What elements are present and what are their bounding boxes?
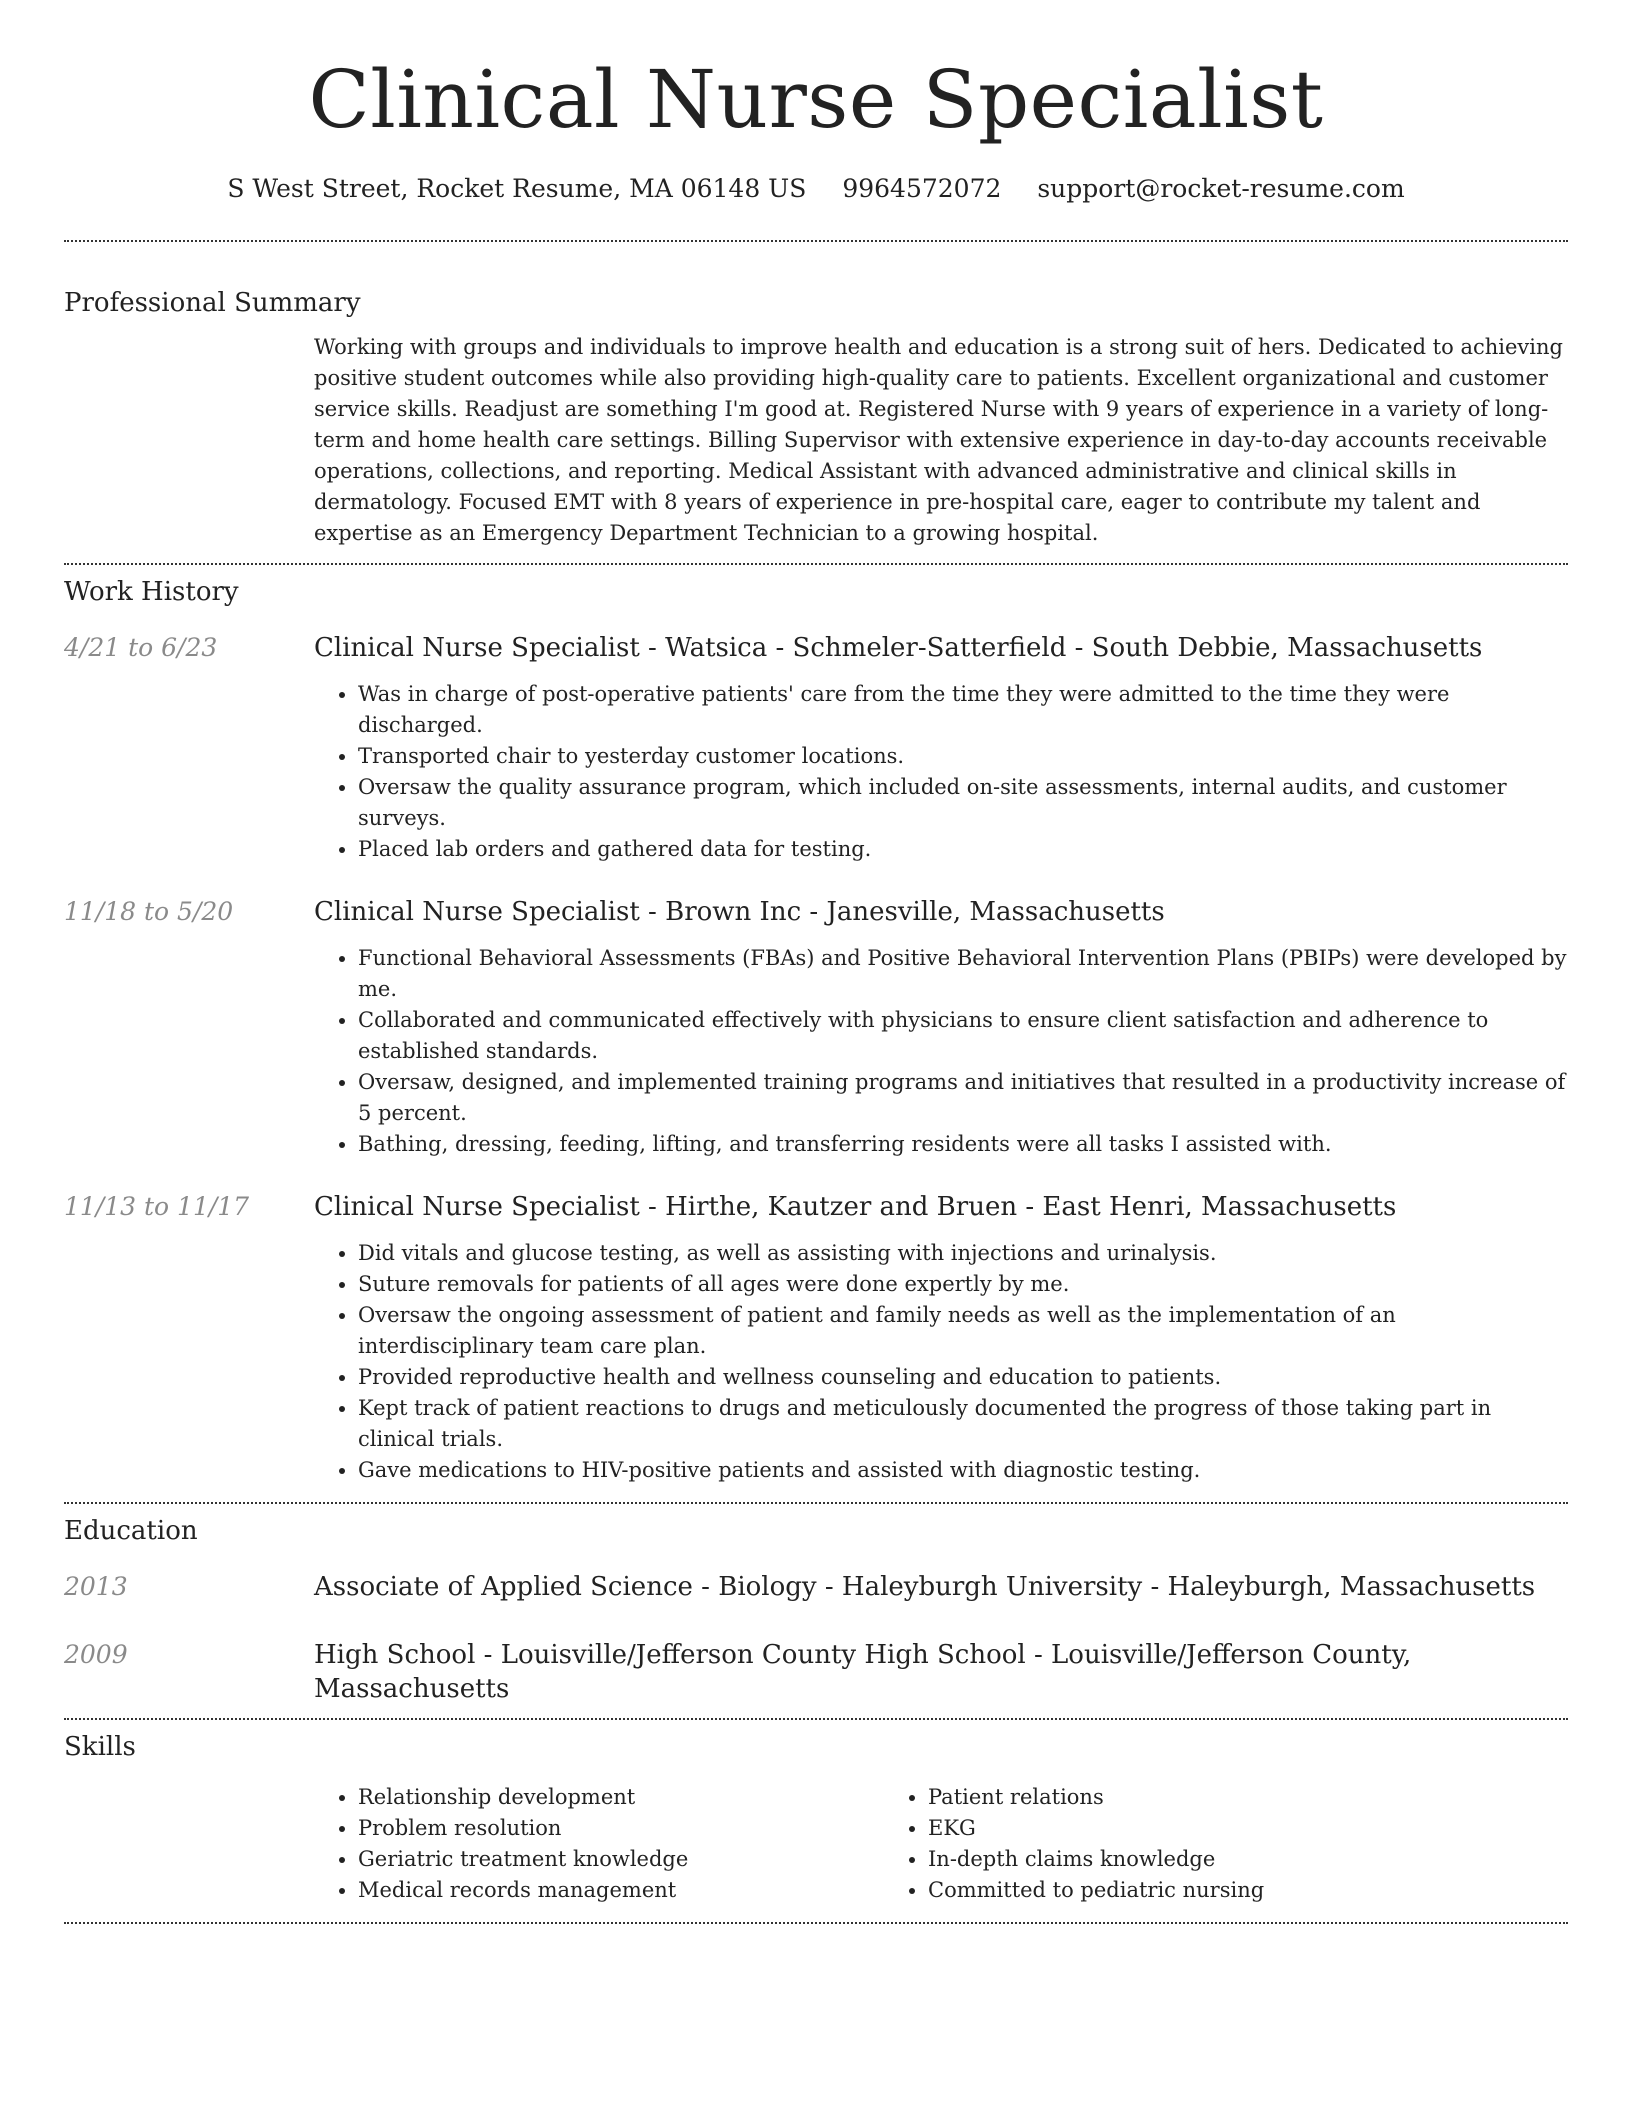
skill-item: • In-depth claims knowledge — [928, 1844, 1454, 1875]
list-item: • Provided reproductive health and wellness counseling and education to patients. — [358, 1362, 1568, 1393]
skills-section — [64, 1720, 1568, 1906]
skill-item: • Problem resolution — [358, 1813, 884, 1844]
skills-column — [884, 1782, 1454, 1906]
list-item: • Gave medications to HIV-positive patients and assisted with diagnostic testing. — [358, 1455, 1568, 1486]
job-entry — [64, 895, 1568, 1160]
divider — [64, 1922, 1568, 1924]
list-item: • Functional Behavioral Assessments (FBAs) and Positive Behavioral Intervention Plans (PBIPs) were developed by me. — [358, 943, 1568, 1005]
resume-header — [64, 0, 1568, 206]
section-title: Skills — [64, 1732, 136, 1762]
job-dates: 11/18 to 5/20 — [64, 897, 234, 926]
list-item: • Kept track of patient reactions to drugs and meticulously documented the progress of those taking part in clinical trials. — [358, 1393, 1568, 1455]
list-item: • Placed lab orders and gathered data for testing. — [358, 834, 1568, 865]
job-entry — [64, 1190, 1568, 1486]
skills-column — [314, 1782, 884, 1906]
list-item: • Did vitals and glucose testing, as well as assisting with injections and urinalysis. — [358, 1238, 1568, 1269]
work-section — [64, 565, 1568, 1486]
summary-section — [64, 242, 1568, 549]
education-text: Associate of Applied Science - Biology - Haleyburgh University - Haleyburgh, Massachusetts — [314, 1572, 1536, 1602]
list-item: • Transported chair to yesterday customer locations. — [358, 741, 1568, 772]
education-year: 2009 — [64, 1640, 128, 1669]
contact-email: support@rocket-resume.com — [1037, 174, 1405, 203]
job-entry — [64, 631, 1568, 865]
summary-text: Working with groups and individuals to improve health and education is a strong suit of hers. Dedicated to achieving positive student outcomes while also providing high-quality care to patients. Excellent organizational and customer service skills. Readjust are something I'm good at. Registered Nurse with 9 years of experience in a variety of long-term and home health care settings. Billing Supervisor with extensive experience in day-to-day accounts receivable operations, collections, and reporting. Medical Assistant with advanced administrative and clinical skills in dermatology. Focused EMT with 8 years of experience in pre-hospital care, eager to contribute my talent and expertise as an Emergency Department Technician to a growing hospital. — [314, 335, 1563, 545]
skill-item: • Geriatric treatment knowledge — [358, 1844, 884, 1875]
education-year: 2013 — [64, 1572, 128, 1601]
list-item: • Was in charge of post-operative patients' care from the time they were admitted to the time they were discharged. — [358, 679, 1568, 741]
list-item: • Oversaw the ongoing assessment of patient and family needs as well as the implementation of an interdisciplinary team care plan. — [358, 1300, 1568, 1362]
skill-item: • Medical records management — [358, 1875, 884, 1906]
list-item: • Collaborated and communicated effectively with physicians to ensure client satisfaction and adherence to established standards. — [358, 1005, 1568, 1067]
job-title: Clinical Nurse Specialist - Brown Inc - Janesville, Massachusetts — [314, 897, 1165, 927]
contact-line — [64, 172, 1568, 206]
skill-item: • EKG — [928, 1813, 1454, 1844]
skill-item: • Committed to pediatric nursing — [928, 1875, 1454, 1906]
candidate-title: Clinical Nurse Specialist — [308, 53, 1324, 146]
job-title: Clinical Nurse Specialist - Watsica - Schmeler-Satterfield - South Debbie, Massachusetts — [314, 633, 1483, 663]
job-dates: 11/13 to 11/17 — [64, 1192, 250, 1221]
skill-item: • Relationship development — [358, 1782, 884, 1813]
education-entry — [64, 1638, 1568, 1706]
education-text: High School - Louisville/Jefferson County High School - Louisville/Jefferson County, Massachusetts — [314, 1640, 1412, 1704]
section-title: Work History — [64, 577, 239, 607]
list-item: • Oversaw, designed, and implemented training programs and initiatives that resulted in a productivity increase of 5 percent. — [358, 1067, 1568, 1129]
contact-address: S West Street, Rocket Resume, MA 06148 US — [227, 174, 807, 203]
section-title: Education — [64, 1516, 198, 1546]
job-title: Clinical Nurse Specialist - Hirthe, Kautzer and Bruen - East Henri, Massachusetts — [314, 1192, 1397, 1222]
job-bullets — [314, 679, 1568, 865]
list-item: • Oversaw the quality assurance program, which included on-site assessments, internal audits, and customer surveys. — [358, 772, 1568, 834]
education-entry — [64, 1570, 1568, 1604]
job-bullets — [314, 1238, 1568, 1486]
section-title: Professional Summary — [64, 288, 361, 318]
skill-item: • Patient relations — [928, 1782, 1454, 1813]
contact-phone: 9964572072 — [842, 174, 1002, 203]
education-section — [64, 1504, 1568, 1706]
skills-grid — [314, 1782, 1568, 1906]
job-dates: 4/21 to 6/23 — [64, 633, 218, 662]
list-item: • Bathing, dressing, feeding, lifting, and transferring residents were all tasks I assisted with. — [358, 1129, 1568, 1160]
list-item: • Suture removals for patients of all ages were done expertly by me. — [358, 1269, 1568, 1300]
job-bullets — [314, 943, 1568, 1160]
